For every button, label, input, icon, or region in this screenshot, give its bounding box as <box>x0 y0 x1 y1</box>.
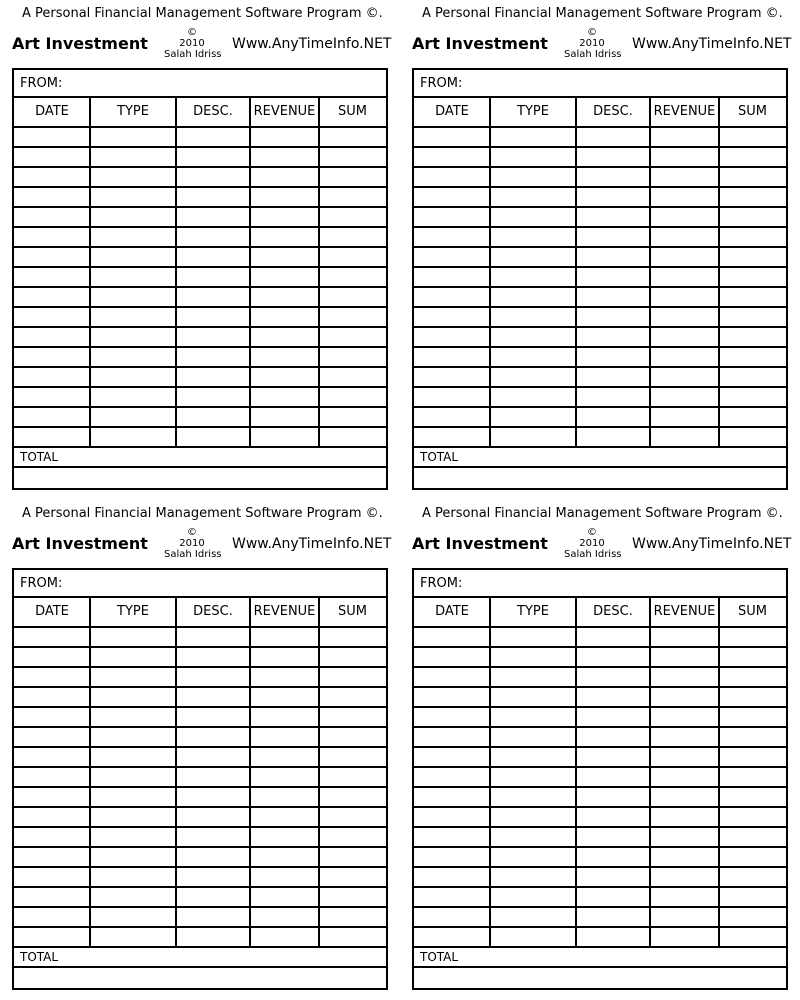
column-divider <box>318 598 320 948</box>
form-title: Art Investment <box>12 34 148 53</box>
table-row[interactable] <box>414 668 786 688</box>
copyright-block <box>164 27 220 60</box>
table-row[interactable] <box>14 928 386 948</box>
column-header-date: DATE <box>435 604 469 619</box>
author-name: Salah Idriss <box>564 549 622 560</box>
column-header-date: DATE <box>35 104 69 119</box>
table-row[interactable] <box>14 268 386 288</box>
from-label: FROM: <box>20 76 63 91</box>
total-row[interactable] <box>414 448 786 468</box>
total-row[interactable] <box>14 448 386 468</box>
website-text: Www.AnyTimeInfo.NET <box>232 36 392 52</box>
tagline: A Personal Financial Management Software Program ©. <box>22 6 383 21</box>
column-divider <box>575 598 577 948</box>
total-value-row[interactable] <box>414 968 786 988</box>
table-row[interactable] <box>14 188 386 208</box>
website-text: Www.AnyTimeInfo.NET <box>632 536 792 552</box>
copyright-symbol: © <box>187 27 197 38</box>
form-panel <box>12 0 392 490</box>
column-header-revenue: REVENUE <box>653 104 716 119</box>
table-row[interactable] <box>14 648 386 668</box>
column-divider <box>575 98 577 448</box>
column-header-desc: DESC. <box>593 604 633 619</box>
form-title: Art Investment <box>412 34 548 53</box>
column-header-type: TYPE <box>517 104 549 119</box>
table-row[interactable] <box>14 128 386 148</box>
table-row[interactable] <box>414 368 786 388</box>
table-row[interactable] <box>414 408 786 428</box>
column-header-date: DATE <box>35 604 69 619</box>
copyright-block <box>564 527 620 560</box>
table-row[interactable] <box>414 828 786 848</box>
column-divider <box>718 98 720 448</box>
from-label: FROM: <box>20 576 63 591</box>
table-row[interactable] <box>14 248 386 268</box>
from-label: FROM: <box>420 76 463 91</box>
table-row[interactable] <box>14 868 386 888</box>
table-row[interactable] <box>414 308 786 328</box>
column-header-sum: SUM <box>338 104 367 119</box>
table-row[interactable] <box>414 228 786 248</box>
table-row[interactable] <box>414 788 786 808</box>
copyright-symbol: © <box>587 527 597 538</box>
table-row[interactable] <box>414 268 786 288</box>
table-row[interactable] <box>414 928 786 948</box>
header-row <box>414 98 786 128</box>
table-row[interactable] <box>14 288 386 308</box>
total-value-row[interactable] <box>14 968 386 988</box>
from-row[interactable] <box>14 70 386 98</box>
column-header-date: DATE <box>435 104 469 119</box>
column-header-desc: DESC. <box>193 104 233 119</box>
column-header-sum: SUM <box>338 604 367 619</box>
table-row[interactable] <box>414 168 786 188</box>
table-row[interactable] <box>14 768 386 788</box>
table-row[interactable] <box>14 348 386 368</box>
copyright-year: 2010 <box>179 538 205 549</box>
table-row[interactable] <box>414 628 786 648</box>
table-row[interactable] <box>14 308 386 328</box>
table-row[interactable] <box>414 808 786 828</box>
table-row[interactable] <box>414 648 786 668</box>
column-divider <box>649 98 651 448</box>
table-row[interactable] <box>414 868 786 888</box>
form-panel <box>412 500 792 990</box>
column-header-revenue: REVENUE <box>653 604 716 619</box>
copyright-year: 2010 <box>579 538 605 549</box>
tagline: A Personal Financial Management Software Program ©. <box>422 6 783 21</box>
column-divider <box>249 598 251 948</box>
header-row <box>414 598 786 628</box>
column-divider <box>249 98 251 448</box>
copyright-year: 2010 <box>179 38 205 49</box>
column-divider <box>175 598 177 948</box>
author-name: Salah Idriss <box>164 549 222 560</box>
header-row <box>14 98 386 128</box>
table-row[interactable] <box>414 348 786 368</box>
column-divider <box>175 98 177 448</box>
table-row[interactable] <box>414 208 786 228</box>
column-header-type: TYPE <box>117 104 149 119</box>
author-name: Salah Idriss <box>164 49 222 60</box>
table-row[interactable] <box>14 808 386 828</box>
table-row[interactable] <box>414 768 786 788</box>
total-value-row[interactable] <box>14 468 386 488</box>
column-header-desc: DESC. <box>593 104 633 119</box>
total-label: TOTAL <box>420 450 459 464</box>
copyright-block <box>564 27 620 60</box>
form-panel <box>412 0 792 490</box>
table-row[interactable] <box>14 708 386 728</box>
total-label: TOTAL <box>20 950 59 964</box>
column-divider <box>89 598 91 948</box>
table-row[interactable] <box>14 848 386 868</box>
form-title: Art Investment <box>412 534 548 553</box>
column-divider <box>649 598 651 948</box>
website-text: Www.AnyTimeInfo.NET <box>632 36 792 52</box>
table-row[interactable] <box>14 628 386 648</box>
form-title: Art Investment <box>12 534 148 553</box>
table-row[interactable] <box>414 728 786 748</box>
table-row[interactable] <box>414 188 786 208</box>
table-row[interactable] <box>14 788 386 808</box>
table-row[interactable] <box>14 368 386 388</box>
table-row[interactable] <box>14 168 386 188</box>
form-panel <box>12 500 392 990</box>
table-row[interactable] <box>14 228 386 248</box>
from-row[interactable] <box>414 570 786 598</box>
table-row[interactable] <box>14 148 386 168</box>
table-row[interactable] <box>14 888 386 908</box>
column-header-type: TYPE <box>117 604 149 619</box>
column-header-type: TYPE <box>517 604 549 619</box>
table-row[interactable] <box>414 748 786 768</box>
table-row[interactable] <box>414 848 786 868</box>
author-name: Salah Idriss <box>564 49 622 60</box>
table-row[interactable] <box>414 888 786 908</box>
table-row[interactable] <box>14 208 386 228</box>
table-row[interactable] <box>14 428 386 448</box>
column-header-revenue: REVENUE <box>253 104 316 119</box>
column-header-sum: SUM <box>738 604 767 619</box>
total-label: TOTAL <box>20 450 59 464</box>
ledger-table <box>12 568 388 990</box>
table-row[interactable] <box>414 688 786 708</box>
from-row[interactable] <box>14 570 386 598</box>
total-value-row[interactable] <box>414 468 786 488</box>
table-row[interactable] <box>414 908 786 928</box>
table-row[interactable] <box>14 908 386 928</box>
column-divider <box>318 98 320 448</box>
copyright-symbol: © <box>187 527 197 538</box>
copyright-year: 2010 <box>579 38 605 49</box>
ledger-table <box>12 68 388 490</box>
total-row[interactable] <box>14 948 386 968</box>
copyright-symbol: © <box>587 27 597 38</box>
table-row[interactable] <box>414 708 786 728</box>
table-row[interactable] <box>414 248 786 268</box>
table-row[interactable] <box>14 688 386 708</box>
column-divider <box>489 598 491 948</box>
table-row[interactable] <box>414 148 786 168</box>
table-row[interactable] <box>14 748 386 768</box>
column-divider <box>89 98 91 448</box>
total-row[interactable] <box>414 948 786 968</box>
table-row[interactable] <box>414 128 786 148</box>
column-header-revenue: REVENUE <box>253 604 316 619</box>
table-row[interactable] <box>414 328 786 348</box>
table-row[interactable] <box>14 828 386 848</box>
copyright-block <box>164 527 220 560</box>
ledger-table <box>412 568 788 990</box>
table-row[interactable] <box>414 428 786 448</box>
from-label: FROM: <box>420 576 463 591</box>
header-row <box>14 598 386 628</box>
website-text: Www.AnyTimeInfo.NET <box>232 536 392 552</box>
column-divider <box>489 98 491 448</box>
table-row[interactable] <box>414 288 786 308</box>
column-header-desc: DESC. <box>193 604 233 619</box>
from-row[interactable] <box>414 70 786 98</box>
table-row[interactable] <box>14 668 386 688</box>
column-divider <box>718 598 720 948</box>
tagline: A Personal Financial Management Software Program ©. <box>422 506 783 521</box>
column-header-sum: SUM <box>738 104 767 119</box>
tagline: A Personal Financial Management Software Program ©. <box>22 506 383 521</box>
ledger-table <box>412 68 788 490</box>
total-label: TOTAL <box>420 950 459 964</box>
table-row[interactable] <box>14 388 386 408</box>
table-row[interactable] <box>14 408 386 428</box>
table-row[interactable] <box>14 728 386 748</box>
table-row[interactable] <box>414 388 786 408</box>
table-row[interactable] <box>14 328 386 348</box>
